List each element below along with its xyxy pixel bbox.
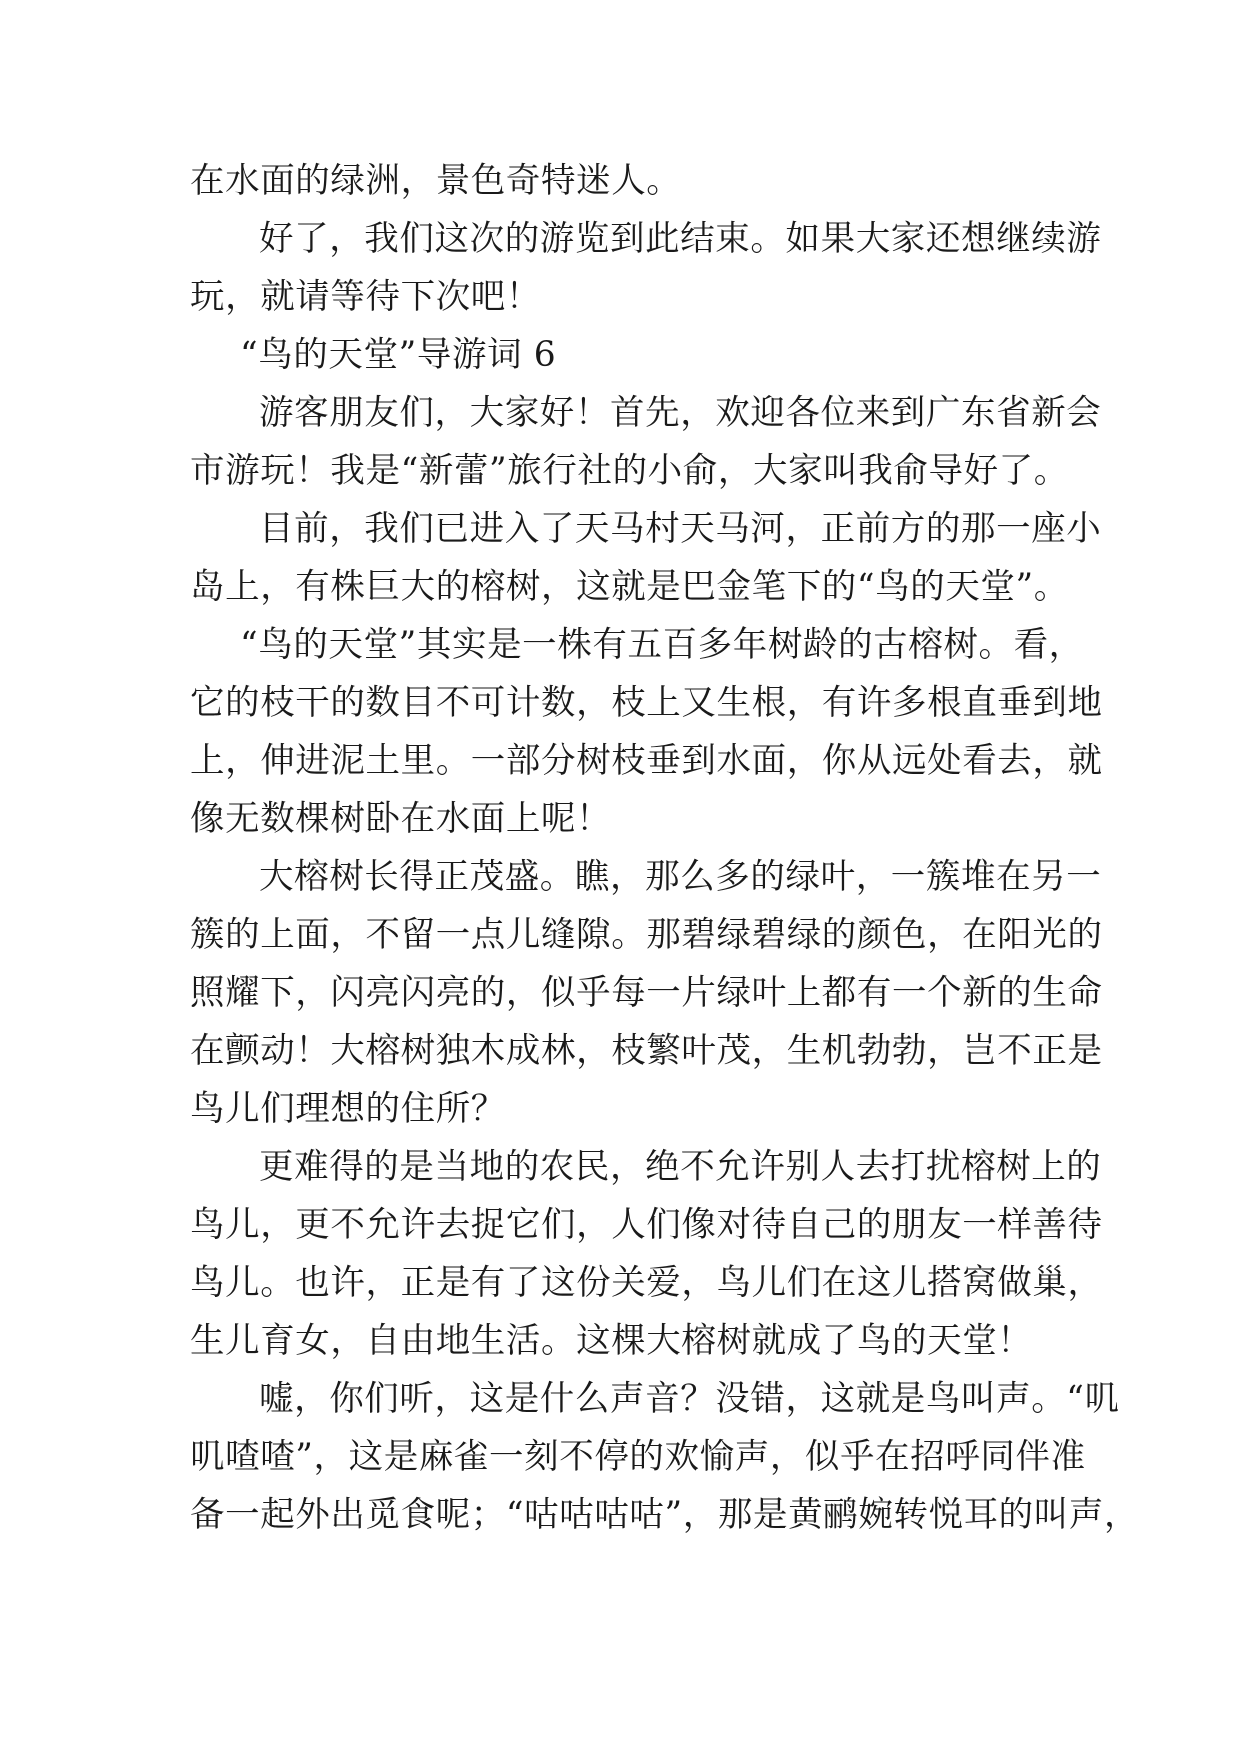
text-line: 好了，我们这次的游览到此结束。如果大家还想继续游 [259, 219, 1102, 259]
text-line: 鸟儿们理想的住所？ [190, 1089, 506, 1129]
text-line: 鸟儿，更不允许去捉它们，人们像对待自己的朋友一样善待 [190, 1205, 1103, 1245]
text-line: 更难得的是当地的农民，绝不允许别人去打扰榕树上的 [259, 1147, 1102, 1187]
text-line: 游客朋友们，大家好！首先，欢迎各位来到广东省新会 [259, 393, 1102, 433]
text-line: 像无数棵树卧在水面上呢！ [190, 799, 612, 839]
text-line: 岛上，有株巨大的榕树，这就是巴金笔下的“鸟的天堂”。 [190, 567, 1069, 607]
document-body [190, 152, 1140, 1544]
text-line: 簇的上面，不留一点儿缝隙。那碧绿碧绿的颜色，在阳光的 [190, 915, 1103, 955]
section-heading: “鸟的天堂”导游词 6 [240, 335, 557, 375]
text-line: 叽喳喳”，这是麻雀一刻不停的欢愉声，似乎在招呼同伴准 [190, 1437, 1086, 1477]
text-line: 嘘，你们听，这是什么声音？没错，这就是鸟叫声。“叽 [259, 1379, 1120, 1419]
text-line: 玩，就请等待下次吧！ [190, 277, 541, 317]
text-line: 它的枝干的数目不可计数，枝上又生根，有许多根直垂到地 [190, 683, 1103, 723]
text-line: 生儿育女，自由地生活。这棵大榕树就成了鸟的天堂！ [190, 1321, 1033, 1361]
text-line: 上，伸进泥土里。一部分树枝垂到水面，你从远处看去，就 [190, 741, 1103, 781]
text-line: 在颤动！大榕树独木成林，枝繁叶茂，生机勃勃，岂不正是 [190, 1031, 1103, 1071]
text-line: “鸟的天堂”其实是一株有五百多年树龄的古榕树。看， [240, 625, 1084, 665]
text-line: 市游玩！我是“新蕾”旅行社的小俞，大家叫我俞导好了。 [190, 451, 1069, 491]
text-line: 照耀下，闪亮闪亮的，似乎每一片绿叶上都有一个新的生命 [190, 973, 1103, 1013]
text-line: 大榕树长得正茂盛。瞧，那么多的绿叶，一簇堆在另一 [259, 857, 1102, 897]
text-line: 备一起外出觅食呢；“咕咕咕咕”，那是黄鹂婉转悦耳的叫声， [190, 1495, 1140, 1535]
text-line: 在水面的绿洲，景色奇特迷人。 [190, 161, 682, 201]
text-line: 目前，我们已进入了天马村天马河，正前方的那一座小 [259, 509, 1102, 549]
text-line: 鸟儿。也许，正是有了这份关爱，鸟儿们在这儿搭窝做巢， [190, 1263, 1103, 1303]
